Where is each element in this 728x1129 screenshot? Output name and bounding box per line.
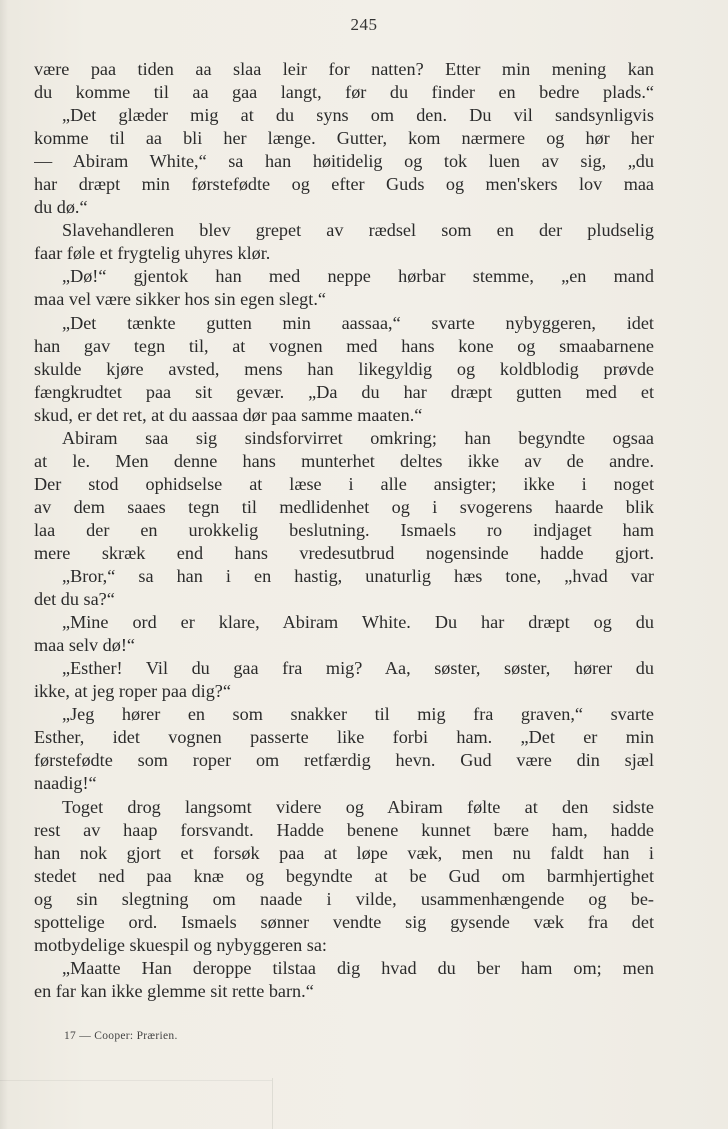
text-line: stedet ned paa knæ og begyndte at be Gud om barmhjertighet bbox=[34, 865, 654, 886]
text-line: — Abiram White,“ sa han høitidelig og tok luen av sig, „du bbox=[34, 151, 654, 172]
text-line: „Jeg hører en som snakker til mig fra graven,“ svarte bbox=[62, 704, 654, 725]
text-line: „Dø!“ gjentok han med neppe hørbar stemme, „en mand bbox=[62, 266, 654, 287]
text-line: det du sa?“ bbox=[34, 589, 115, 610]
text-line: motbydelige skuespil og nybyggeren sa: bbox=[34, 934, 327, 955]
text-line: skud, er det ret, at du aassaa dør paa samme maaten.“ bbox=[34, 404, 423, 425]
text-line: „Det glæder mig at du syns om den. Du vil sandsynligvis bbox=[62, 105, 654, 126]
text-line: han nok gjort et forsøk paa at løpe væk, men nu faldt han i bbox=[34, 842, 654, 863]
text-line: Toget drog langsomt videre og Abiram følte at den sidste bbox=[62, 796, 654, 817]
text-line: skulde kjøre avsted, mens han likegyldig og koldblodig prøvde bbox=[34, 358, 654, 379]
text-line: „Bror,“ sa han i en hastig, unaturlig hæs tone, „hvad var bbox=[62, 566, 654, 587]
scan-artifact-rule-horizontal bbox=[0, 1080, 272, 1081]
page-edge-shadow bbox=[0, 0, 8, 1129]
text-line: naadig!“ bbox=[34, 773, 97, 794]
footer-signature: 17 — Cooper: Prærien. bbox=[64, 1030, 178, 1042]
text-line: mere skræk end hans vredesutbrud nogensinde hadde gjort. bbox=[34, 542, 654, 563]
text-line: Der stod ophidselse at læse i alle ansigter; ikke i noget bbox=[34, 473, 654, 494]
text-line: ikke, at jeg roper paa dig?“ bbox=[34, 681, 231, 702]
text-line: „Det tænkte gutten min aassaa,“ svarte nybyggeren, idet bbox=[62, 312, 654, 333]
text-line: av dem saaes tegn til medlidenhet og i svogerens haarde blik bbox=[34, 496, 654, 517]
text-line: du dø.“ bbox=[34, 197, 88, 218]
body-text bbox=[34, 58, 654, 1003]
text-line: Esther, idet vognen passerte like forbi ham. „Det er min bbox=[34, 727, 654, 748]
text-line: maa vel være sikker hos sin egen slegt.“ bbox=[34, 289, 326, 310]
text-line: „Esther! Vil du gaa fra mig? Aa, søster, søster, hører du bbox=[62, 658, 654, 679]
text-line: Slavehandleren blev grepet av rædsel som en der pludselig bbox=[62, 220, 654, 241]
text-line: være paa tiden aa slaa leir for natten? Etter min mening kan bbox=[34, 59, 654, 79]
text-line: „Maatte Han deroppe tilstaa dig hvad du ber ham om; men bbox=[62, 957, 654, 978]
text-line: og sin slegtning om naade i vilde, usammenhængende og be- bbox=[34, 888, 654, 909]
text-line: rest av haap forsvandt. Hadde benene kunnet bære ham, hadde bbox=[34, 819, 654, 840]
text-line: spottelige ord. Ismaels sønner vendte sig gysende væk fra det bbox=[34, 911, 654, 932]
text-line: laa der en urokkelig beslutning. Ismaels ro indjaget ham bbox=[34, 519, 654, 540]
text-line: faar føle et frygtelig uhyres klør. bbox=[34, 243, 271, 264]
text-line: har dræpt min førstefødte og efter Guds og men'skers lov maa bbox=[34, 174, 654, 195]
text-line: du komme til aa gaa langt, før du finder en bedre plads.“ bbox=[34, 82, 654, 103]
text-line: „Mine ord er klare, Abiram White. Du har dræpt og du bbox=[62, 612, 654, 633]
text-line: komme til aa bli her længe. Gutter, kom nærmere og hør her bbox=[34, 128, 654, 149]
scan-artifact-rule bbox=[272, 1078, 273, 1129]
text-line: maa selv dø!“ bbox=[34, 635, 135, 656]
text-line: han gav tegn til, at vognen med hans kone og smaabarnene bbox=[34, 335, 654, 356]
text-line: Abiram saa sig sindsforvirret omkring; han begyndte ogsaa bbox=[62, 427, 654, 448]
text-line: førstefødte som roper om retfærdig hevn. Gud være din sjæl bbox=[34, 750, 654, 771]
text-line: en far kan ikke glemme sit rette barn.“ bbox=[34, 980, 314, 1001]
text-line: at le. Men denne hans munterhet deltes ikke av de andre. bbox=[34, 450, 654, 471]
text-line: fængkrudtet paa sit gevær. „Da du har dræpt gutten med et bbox=[34, 381, 654, 402]
page-number: 245 bbox=[350, 15, 378, 34]
